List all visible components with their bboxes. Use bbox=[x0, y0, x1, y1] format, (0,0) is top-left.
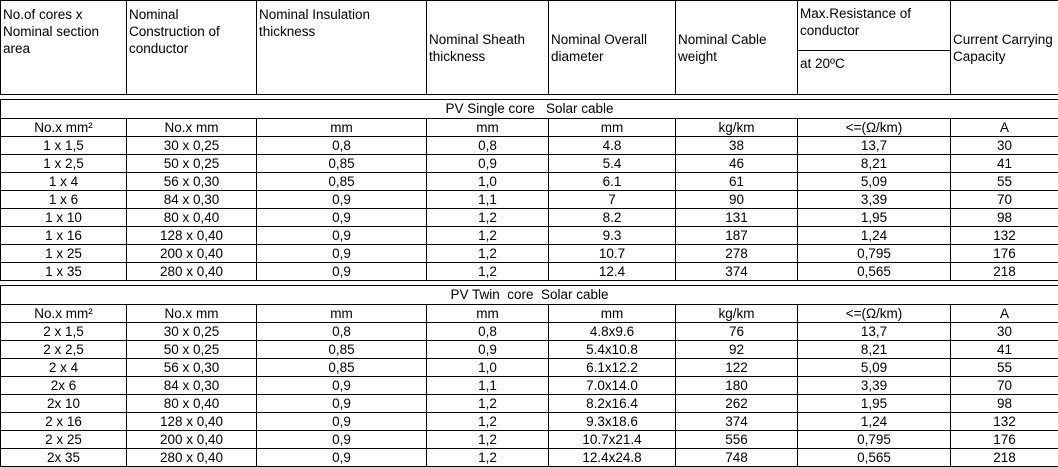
section-title-row bbox=[1, 100, 1058, 119]
table-cell: 280 x 0,40 bbox=[127, 263, 257, 281]
table-row bbox=[1, 137, 1058, 155]
unit-cell: mm bbox=[257, 305, 427, 323]
table-cell: 5,09 bbox=[798, 173, 951, 191]
table-cell: 1,2 bbox=[427, 209, 549, 227]
table-cell: 80 x 0,40 bbox=[127, 209, 257, 227]
table-cell: 2 x 4 bbox=[1, 359, 127, 377]
unit-cell: <=(Ω/km) bbox=[798, 119, 951, 137]
table-cell: 84 x 0,30 bbox=[127, 191, 257, 209]
table-cell: 30 x 0,25 bbox=[127, 323, 257, 341]
unit-cell: No.x mm² bbox=[1, 305, 127, 323]
table-cell: 6.1 bbox=[549, 173, 676, 191]
table-cell: 98 bbox=[951, 395, 1058, 413]
table-cell: 10.7 bbox=[549, 245, 676, 263]
table-cell: 128 x 0,40 bbox=[127, 227, 257, 245]
table-cell: 5.4 bbox=[549, 155, 676, 173]
table-cell: 76 bbox=[676, 323, 798, 341]
header-row bbox=[1, 1, 1058, 95]
table-cell: 7 bbox=[549, 191, 676, 209]
table-cell: 1,2 bbox=[427, 227, 549, 245]
table-row bbox=[1, 377, 1058, 395]
table-cell: 1 x 1,5 bbox=[1, 137, 127, 155]
table-cell: 61 bbox=[676, 173, 798, 191]
table-row bbox=[1, 191, 1058, 209]
table-cell: 56 x 0,30 bbox=[127, 359, 257, 377]
table-cell: 1,2 bbox=[427, 431, 549, 449]
table-cell: 70 bbox=[951, 377, 1058, 395]
table-cell: 0,9 bbox=[257, 449, 427, 467]
table-row bbox=[1, 323, 1058, 341]
table-row bbox=[1, 449, 1058, 467]
table-cell: 1,2 bbox=[427, 395, 549, 413]
table-cell: 180 bbox=[676, 377, 798, 395]
table-cell: 132 bbox=[951, 413, 1058, 431]
table-cell: 0,9 bbox=[257, 227, 427, 245]
unit-cell: No.x mm² bbox=[1, 119, 127, 137]
table-cell: 50 x 0,25 bbox=[127, 155, 257, 173]
table-row bbox=[1, 245, 1058, 263]
unit-cell: mm bbox=[427, 119, 549, 137]
unit-cell: No.x mm bbox=[127, 305, 257, 323]
table-cell: 2x 6 bbox=[1, 377, 127, 395]
table-row bbox=[1, 227, 1058, 245]
table-cell: 176 bbox=[951, 245, 1058, 263]
table-cell: 0,795 bbox=[798, 245, 951, 263]
table-cell: 1,2 bbox=[427, 245, 549, 263]
table-cell: 55 bbox=[951, 359, 1058, 377]
table-cell: 41 bbox=[951, 155, 1058, 173]
table-cell: 1,95 bbox=[798, 395, 951, 413]
table-cell: 4.8x9.6 bbox=[549, 323, 676, 341]
table-cell: 13,7 bbox=[798, 323, 951, 341]
section-title-row bbox=[1, 286, 1058, 305]
table-cell: 5.4x10.8 bbox=[549, 341, 676, 359]
header-sheath: Nominal Sheath thickness bbox=[427, 1, 549, 95]
unit-cell: mm bbox=[549, 305, 676, 323]
header-construction: Nominal Construction of conductor bbox=[127, 1, 257, 95]
table-cell: 30 x 0,25 bbox=[127, 137, 257, 155]
table-cell: 218 bbox=[951, 449, 1058, 467]
table-cell: 0,9 bbox=[427, 155, 549, 173]
unit-cell: <=(Ω/km) bbox=[798, 305, 951, 323]
table-cell: 1 x 6 bbox=[1, 191, 127, 209]
table-cell: 2 x 2,5 bbox=[1, 341, 127, 359]
header-weight: Nominal Cable weight bbox=[676, 1, 798, 95]
table-cell: 13,7 bbox=[798, 137, 951, 155]
table-cell: 278 bbox=[676, 245, 798, 263]
table-cell: 1 x 16 bbox=[1, 227, 127, 245]
table-row bbox=[1, 359, 1058, 377]
table-cell: 70 bbox=[951, 191, 1058, 209]
table-cell: 1,0 bbox=[427, 359, 549, 377]
table-row bbox=[1, 431, 1058, 449]
table-cell: 6.1x12.2 bbox=[549, 359, 676, 377]
table-cell: 0,9 bbox=[427, 341, 549, 359]
table-cell: 0,565 bbox=[798, 449, 951, 467]
table-row bbox=[1, 341, 1058, 359]
table-cell: 80 x 0,40 bbox=[127, 395, 257, 413]
table-cell: 122 bbox=[676, 359, 798, 377]
table-cell: 30 bbox=[951, 323, 1058, 341]
table-cell: 8.2 bbox=[549, 209, 676, 227]
header-resistance bbox=[798, 1, 951, 95]
header-resistance-label: Max.Resistance of conductor bbox=[798, 1, 950, 51]
table-cell: 0,565 bbox=[798, 263, 951, 281]
table-cell: 9.3x18.6 bbox=[549, 413, 676, 431]
table-cell: 280 x 0,40 bbox=[127, 449, 257, 467]
unit-cell: mm bbox=[257, 119, 427, 137]
table-cell: 1,0 bbox=[427, 173, 549, 191]
header-insulation: Nominal Insulation thickness bbox=[257, 1, 427, 95]
table-cell: 2 x 25 bbox=[1, 431, 127, 449]
table-cell: 0,8 bbox=[257, 137, 427, 155]
table-cell: 41 bbox=[951, 341, 1058, 359]
table-cell: 0,9 bbox=[257, 431, 427, 449]
table-row bbox=[1, 173, 1058, 191]
table-row bbox=[1, 155, 1058, 173]
table-cell: 8,21 bbox=[798, 341, 951, 359]
table-cell: 0,8 bbox=[427, 323, 549, 341]
table-cell: 46 bbox=[676, 155, 798, 173]
table-cell: 0,795 bbox=[798, 431, 951, 449]
unit-cell: A bbox=[951, 119, 1058, 137]
unit-cell: kg/km bbox=[676, 119, 798, 137]
table-cell: 1 x 10 bbox=[1, 209, 127, 227]
table-cell: 3,39 bbox=[798, 377, 951, 395]
table-cell: 1,2 bbox=[427, 263, 549, 281]
table-cell: 1 x 25 bbox=[1, 245, 127, 263]
table-cell: 1,1 bbox=[427, 377, 549, 395]
table-cell: 374 bbox=[676, 263, 798, 281]
table-cell: 1,24 bbox=[798, 413, 951, 431]
table-cell: 200 x 0,40 bbox=[127, 431, 257, 449]
table-cell: 8,21 bbox=[798, 155, 951, 173]
table-cell: 374 bbox=[676, 413, 798, 431]
table-cell: 8.2x16.4 bbox=[549, 395, 676, 413]
table-cell: 0,9 bbox=[257, 209, 427, 227]
table-cell: 2x 35 bbox=[1, 449, 127, 467]
table-cell: 9.3 bbox=[549, 227, 676, 245]
table-cell: 0,85 bbox=[257, 173, 427, 191]
table-cell: 98 bbox=[951, 209, 1058, 227]
table-cell: 0,85 bbox=[257, 359, 427, 377]
table-cell: 748 bbox=[676, 449, 798, 467]
table-row bbox=[1, 395, 1058, 413]
table-cell: 3,39 bbox=[798, 191, 951, 209]
table-cell: 4.8 bbox=[549, 137, 676, 155]
table-cell: 1,1 bbox=[427, 191, 549, 209]
table-cell: 1 x 35 bbox=[1, 263, 127, 281]
section-title: PV Single core Solar cable bbox=[1, 100, 1058, 119]
table-cell: 218 bbox=[951, 263, 1058, 281]
table-cell: 10.7x21.4 bbox=[549, 431, 676, 449]
table-cell: 2 x 1,5 bbox=[1, 323, 127, 341]
table-cell: 0,8 bbox=[257, 323, 427, 341]
table-cell: 38 bbox=[676, 137, 798, 155]
units-row bbox=[1, 305, 1058, 323]
header-current: Current Carrying Capacity bbox=[951, 1, 1058, 95]
table-cell: 131 bbox=[676, 209, 798, 227]
table-cell: 55 bbox=[951, 173, 1058, 191]
unit-cell: mm bbox=[427, 305, 549, 323]
header-cores: No.of cores x Nominal section area bbox=[1, 1, 127, 95]
table-cell: 262 bbox=[676, 395, 798, 413]
table-cell: 132 bbox=[951, 227, 1058, 245]
table-cell: 0,8 bbox=[427, 137, 549, 155]
table-cell: 0,9 bbox=[257, 377, 427, 395]
table-cell: 56 x 0,30 bbox=[127, 173, 257, 191]
table-cell: 0,9 bbox=[257, 191, 427, 209]
table-cell: 92 bbox=[676, 341, 798, 359]
table-cell: 556 bbox=[676, 431, 798, 449]
table-cell: 0,9 bbox=[257, 395, 427, 413]
table-cell: 84 x 0,30 bbox=[127, 377, 257, 395]
table-cell: 2 x 16 bbox=[1, 413, 127, 431]
unit-cell: kg/km bbox=[676, 305, 798, 323]
table-cell: 128 x 0,40 bbox=[127, 413, 257, 431]
table-cell: 90 bbox=[676, 191, 798, 209]
table-cell: 1 x 2,5 bbox=[1, 155, 127, 173]
header-diameter: Nominal Overall diameter bbox=[549, 1, 676, 95]
table-cell: 0,85 bbox=[257, 155, 427, 173]
table-cell: 5,09 bbox=[798, 359, 951, 377]
table-cell: 1,95 bbox=[798, 209, 951, 227]
header-resistance-note: at 20ºC bbox=[800, 51, 950, 72]
table-cell: 0,85 bbox=[257, 341, 427, 359]
table-cell: 7.0x14.0 bbox=[549, 377, 676, 395]
table-cell: 30 bbox=[951, 137, 1058, 155]
table-cell: 12.4x24.8 bbox=[549, 449, 676, 467]
unit-cell: A bbox=[951, 305, 1058, 323]
section-title: PV Twin core Solar cable bbox=[1, 286, 1058, 305]
table-row bbox=[1, 413, 1058, 431]
table-cell: 0,9 bbox=[257, 245, 427, 263]
table-cell: 50 x 0,25 bbox=[127, 341, 257, 359]
table-cell: 0,9 bbox=[257, 413, 427, 431]
units-row bbox=[1, 119, 1058, 137]
table-cell: 187 bbox=[676, 227, 798, 245]
table-cell: 0,9 bbox=[257, 263, 427, 281]
table-row bbox=[1, 209, 1058, 227]
table-cell: 200 x 0,40 bbox=[127, 245, 257, 263]
table-cell: 176 bbox=[951, 431, 1058, 449]
table-cell: 1,24 bbox=[798, 227, 951, 245]
unit-cell: mm bbox=[549, 119, 676, 137]
table-cell: 1,2 bbox=[427, 449, 549, 467]
unit-cell: No.x mm bbox=[127, 119, 257, 137]
table-cell: 12.4 bbox=[549, 263, 676, 281]
table-cell: 1 x 4 bbox=[1, 173, 127, 191]
table-cell: 2x 10 bbox=[1, 395, 127, 413]
table-row bbox=[1, 263, 1058, 281]
table-cell: 1,2 bbox=[427, 413, 549, 431]
